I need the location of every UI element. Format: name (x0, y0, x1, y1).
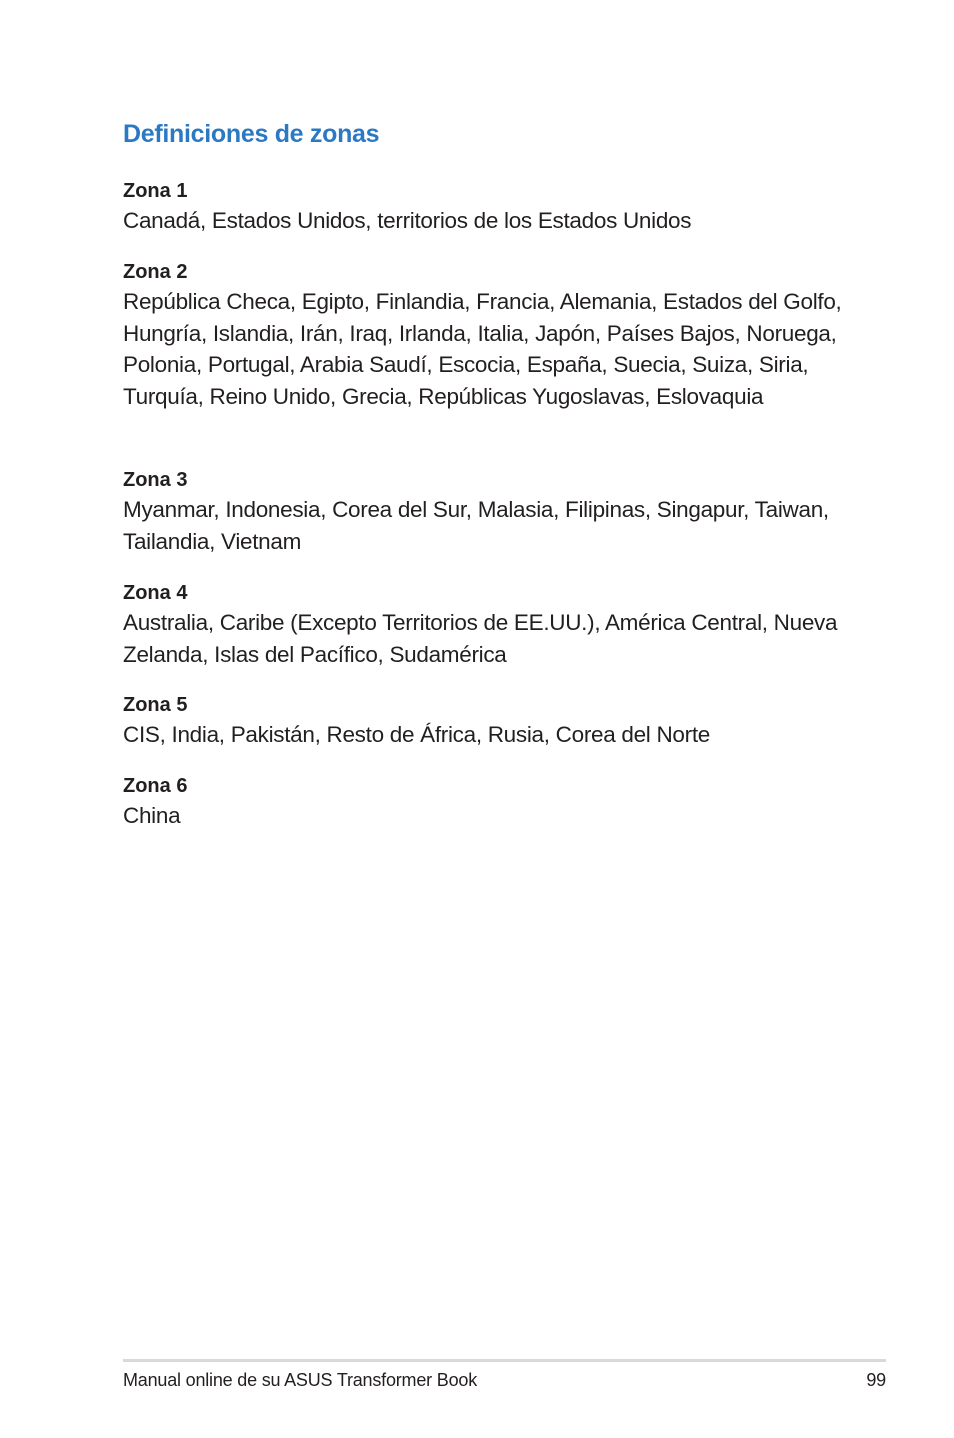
zone-countries: CIS, India, Pakistán, Resto de África, Rusia, Corea del Norte (123, 722, 710, 747)
page-number: 99 (866, 1370, 886, 1390)
zone-countries: Australia, Caribe (Excepto Territorios de EE.UU.), América Central, Nueva Zelanda, Islas del Pacífico, Sudamérica (123, 610, 838, 667)
zone-countries: Myanmar, Indonesia, Corea del Sur, Malasia, Filipinas, Singapur, Taiwan, Tailandia, Vietnam (123, 497, 829, 554)
footer-divider (123, 1359, 886, 1362)
zone-countries: República Checa, Egipto, Finlandia, Francia, Alemania, Estados del Golfo, Hungría, Islandia, Irán, Iraq, Irlanda, Italia, Japón, Países Bajos, Noruega, Polonia, Portugal, Arabia Saudí, Escocia, España, Suecia, Suiza, Siria, Turquía, Reino Unido, Grecia, Repúblicas Yugoslavas, Eslovaquia (123, 289, 842, 409)
zone-title: Zona 6 (123, 775, 188, 797)
zone-title: Zona 5 (123, 694, 188, 716)
zone-countries: Canadá, Estados Unidos, territorios de los Estados Unidos (123, 208, 692, 233)
zone-title: Zona 2 (123, 261, 188, 283)
zone-countries: China (123, 803, 181, 828)
zone-title: Zona 1 (123, 180, 188, 202)
zone-1 (123, 177, 843, 237)
zone-5 (123, 691, 843, 751)
zone-4 (123, 579, 843, 670)
zone-title: Zona 3 (123, 469, 188, 491)
zone-2 (123, 258, 843, 412)
page-title: Definiciones de zonas (123, 120, 380, 148)
zone-6 (123, 772, 843, 832)
zone-3 (123, 466, 843, 557)
footer-manual-title: Manual online de su ASUS Transformer Book (123, 1370, 477, 1390)
zone-title: Zona 4 (123, 582, 188, 604)
